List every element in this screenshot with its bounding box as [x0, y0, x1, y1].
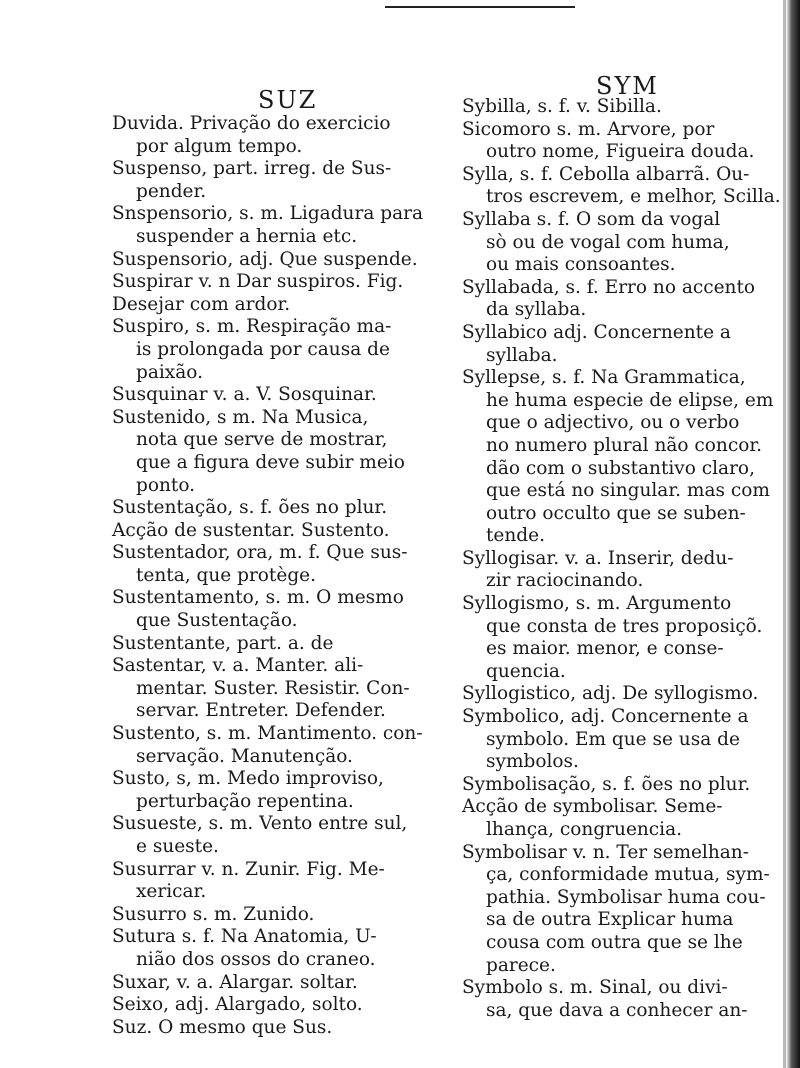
text-line: ça, conformidade mutua, sym-: [486, 864, 770, 886]
text-line: Syllabico adj. Concernente a: [462, 321, 731, 343]
text-line: paixão.: [136, 361, 203, 383]
text-line: Syllaba s. f. O som da vogal: [462, 208, 721, 230]
text-line: symbolos.: [486, 751, 579, 773]
text-line: Suspenso, part. irreg. de Sus-: [112, 158, 392, 180]
text-line: que está no singular. mas com: [486, 480, 770, 502]
text-line: servar. Entreter. Defender.: [136, 700, 386, 722]
text-line: Susurro s. m. Zunido.: [112, 903, 315, 925]
top-rule: [385, 6, 575, 8]
text-line: no numero plural não concor.: [486, 434, 763, 456]
text-line: Susurrar v. n. Zunir. Fig. Me-: [112, 858, 385, 880]
text-line: que a figura deve subir meio: [136, 451, 405, 473]
text-line: xericar.: [136, 881, 207, 903]
text-line: symbolo. Em que se usa de: [486, 728, 740, 750]
text-line: Duvida. Privação do exercicio: [112, 113, 391, 134]
text-line: perturbação repentina.: [136, 790, 354, 812]
text-line: que Sustentação.: [136, 610, 298, 632]
text-line: outro occulto que se suben-: [486, 502, 746, 524]
text-line: es maior. menor, e conse-: [486, 638, 724, 660]
text-line: Sutura s. f. Na Anatomia, U-: [112, 926, 377, 948]
text-line: nião dos ossos do craneo.: [136, 948, 376, 970]
text-line: is prolongada por causa de: [136, 338, 390, 360]
text-line: Suxar, v. a. Alargar. soltar.: [112, 971, 358, 993]
text-line: sa de outra Explicar huma: [486, 909, 734, 931]
text-line: zir raciocinando.: [486, 570, 644, 592]
text-line: servação. Manutenção.: [136, 745, 353, 767]
text-line: Syllabada, s. f. Erro no accento: [462, 276, 756, 298]
text-line: que o adjectivo, ou o verbo: [486, 412, 740, 434]
text-line: Sylla, s. f. Cebolla albarrã. Ou-: [462, 163, 750, 185]
text-line: Symbolico, adj. Concernente a: [462, 706, 749, 728]
text-line: Susto, s, m. Medo improviso,: [112, 768, 384, 790]
text-line: Symbolisação, s. f. ões no plur.: [462, 773, 751, 795]
text-line: Sustenido, s m. Na Musica,: [112, 406, 369, 428]
left-column: [112, 113, 452, 1039]
text-line: Sustentante, part. a. de: [112, 632, 334, 654]
text-line: he huma especie de elipse, em: [486, 389, 774, 411]
text-line: tros escrevem, e melhor, Scilla.: [486, 186, 781, 208]
text-line: cousa com outra que se lhe: [486, 931, 743, 953]
text-line: sa, que dava a conhecer an-: [486, 999, 748, 1021]
page-edge: [786, 0, 800, 1068]
text-line: quencia.: [486, 660, 566, 682]
text-line: outro nome, Figueira douda.: [486, 141, 755, 163]
right-column-heading: SYM: [596, 72, 659, 100]
text-line: Suspensorio, adj. Que suspende.: [112, 248, 418, 270]
text-line: Syllogistico, adj. De syllogismo.: [462, 683, 759, 705]
text-line: Acção de sustentar. Sustento.: [112, 519, 390, 541]
text-line: ponto.: [136, 474, 196, 496]
text-line: dão com o substantivo claro,: [486, 457, 755, 479]
text-line: da syllaba.: [486, 299, 587, 321]
text-line: pender.: [136, 180, 207, 202]
text-line: Sustento, s. m. Mantimento. con-: [112, 723, 423, 745]
text-line: Susquinar v. a. V. Sosquinar.: [112, 384, 377, 406]
text-line: Susueste, s. m. Vento entre sul,: [112, 813, 408, 835]
text-line: syllaba.: [486, 344, 558, 366]
text-line: tende.: [486, 525, 545, 547]
text-line: ou mais consoantes.: [486, 254, 676, 276]
text-line: tenta, que protège.: [136, 564, 316, 586]
text-line: Syllogismo, s. m. Argumento: [462, 593, 732, 615]
text-line: Sicomoro s. m. Arvore, por: [462, 118, 715, 140]
text-line: Suspiro, s. m. Respiração ma-: [112, 316, 392, 338]
text-line: pathia. Symbolisar huma cou-: [486, 886, 766, 908]
text-line: Syllepse, s. f. Na Grammatica,: [462, 367, 746, 389]
text-line: suspender a hernia etc.: [136, 225, 358, 247]
text-line: sò ou de vogal com huma,: [486, 231, 730, 253]
text-line: Sustentação, s. f. ões no plur.: [112, 497, 388, 519]
text-line: Symbolisar v. n. Ter semelhan-: [462, 841, 749, 863]
text-line: que consta de tres proposiçõ.: [486, 615, 763, 637]
text-line: Sastentar, v. a. Manter. ali-: [112, 655, 364, 677]
text-line: parece.: [486, 954, 556, 976]
text-line: Suz. O mesmo que Sus.: [112, 1016, 333, 1038]
text-line: Sustentador, ora, m. f. Que sus-: [112, 542, 408, 564]
text-line: Sustentamento, s. m. O mesmo: [112, 587, 404, 609]
text-line: nota que serve de mostrar,: [136, 429, 388, 451]
right-column: [462, 96, 784, 1022]
text-line: Suspirar v. n Dar suspiros. Fig.: [112, 271, 404, 293]
text-line: Syllogisar. v. a. Inserir, dedu-: [462, 547, 734, 569]
text-line: Seixo, adj. Alargado, solto.: [112, 994, 363, 1016]
text-line: Symbolo s. m. Sinal, ou divi-: [462, 977, 728, 999]
text-line: e sueste.: [136, 836, 219, 857]
text-line: Sybilla, s. f. v. Sibilla.: [462, 96, 662, 117]
left-column-heading: SUZ: [258, 86, 318, 114]
text-line: Acção de symbolisar. Seme-: [462, 796, 723, 818]
text-line: mentar. Suster. Resistir. Con-: [136, 677, 410, 699]
text-line: por algum tempo.: [136, 135, 303, 157]
text-line: Desejar com ardor.: [112, 293, 291, 315]
text-line: Snspensorio, s. m. Ligadura para: [112, 203, 423, 225]
text-line: lhança, congruencia.: [486, 819, 682, 840]
